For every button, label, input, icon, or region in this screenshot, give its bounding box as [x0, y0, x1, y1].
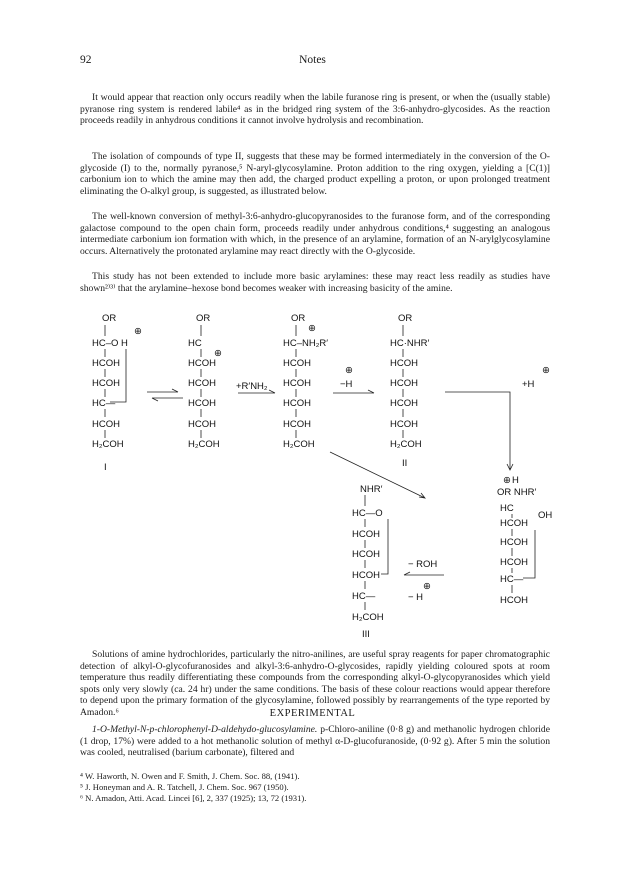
s4-c3: HCOH	[390, 378, 418, 389]
s2-oplus: ⊕	[214, 348, 222, 359]
s1-c6: H₂COH	[92, 439, 124, 450]
s6-c5: HC—	[500, 574, 524, 585]
plus-h-oplus: ⊕	[542, 365, 550, 376]
s2-c6: H₂COH	[188, 439, 220, 450]
s4-c6: H₂COH	[390, 439, 422, 450]
running-head: Notes	[299, 54, 326, 66]
s3-c2: HCOH	[283, 358, 311, 369]
plus-h-label: +H	[522, 379, 535, 390]
s1-c5: HCOH	[92, 419, 120, 430]
s6-or-nhr: OR NHR′	[497, 487, 537, 498]
s5-c6: H₂COH	[352, 612, 384, 623]
structure-3	[283, 313, 328, 450]
s5-nhr: NHR′	[360, 484, 383, 495]
s6-oplus: ⊕	[503, 475, 511, 486]
s1-or: OR	[102, 313, 117, 324]
paragraph-1-text: It would appear that reaction only occurs readily when the labile furanose ring is present, or when the (usually stable) pyranose ring system is rendered labile⁴ as in the bridged ring system of the 3:6-anhydro-glycosides. As the reaction proceeds readily in anhydrous conditions it cannot involve hydrolysis and recombination.	[80, 92, 550, 127]
s3-c1: HC–NH₂R′	[283, 338, 329, 349]
experimental-heading: EXPERIMENTAL	[269, 708, 356, 719]
s2-c5: HCOH	[188, 419, 216, 430]
s5-c5: HC—	[352, 591, 376, 602]
paragraph-6-body: p-Chloro-aniline (0·8 g) and methanolic hydrogen chloride (1 drop, 17%) were added to a hot methanolic solution of methyl α-D-glucofuranoside, (0·92 g). After 5 min the solution was cooled, neutralised (barium carbonate), filtered and	[80, 724, 550, 759]
s3-oplus-2: ⊕	[345, 365, 353, 376]
s1-c2: HCOH	[92, 358, 120, 369]
s3-oplus: ⊕	[308, 323, 316, 334]
s6-h: H	[512, 475, 519, 486]
s1-oplus: ⊕	[134, 326, 142, 337]
s6-c2: HCOH	[500, 518, 528, 529]
structure-6	[497, 475, 552, 606]
s4-c1: HC·NHR′	[390, 338, 430, 349]
s4-label: II	[402, 458, 408, 469]
s5-c1: HC—O	[352, 508, 383, 519]
structure-5	[352, 484, 388, 640]
s2-c1: HC	[188, 338, 202, 349]
s2-c2: HCOH	[188, 358, 216, 369]
s1-c4: HC—	[92, 398, 116, 409]
s6-oh: OH	[538, 510, 553, 521]
s5-c4: HCOH	[352, 570, 380, 581]
equilibrium-arrow	[147, 389, 183, 401]
s1-ring-bond	[110, 349, 126, 402]
minus-roh-label: − ROH	[408, 559, 438, 570]
plus-h-arrow	[445, 392, 513, 470]
s1-c3: HCOH	[92, 378, 120, 389]
minus-h2-label: − H	[408, 592, 424, 603]
s6-c6: HCOH	[500, 595, 528, 606]
footnote-4: ⁴ W. Haworth, N. Owen and F. Smith, J. Chem. Soc. 88, (1941).	[80, 771, 300, 781]
s4-c4: HCOH	[390, 398, 418, 409]
s3-c4: HCOH	[283, 398, 311, 409]
s5-c3: HCOH	[352, 549, 380, 560]
s6-c4: HCOH	[500, 557, 528, 568]
s3-c5: HCOH	[283, 419, 311, 430]
paragraph-4-text: This study has not been extended to include more basic arylamines: these may react less readily as studies have shown²⁾³⁾ that the arylamine–hexose bond becomes weaker with increasing basicity of the amine.	[80, 271, 550, 294]
s5-ring-bond	[381, 519, 388, 574]
minus-roh-arrow	[404, 572, 444, 575]
minus-h-arrow	[333, 390, 374, 393]
minus-roh-oplus: ⊕	[423, 581, 431, 592]
s3-or: OR	[291, 313, 306, 324]
s2-c3: HCOH	[188, 378, 216, 389]
paragraph-6-text	[80, 724, 550, 759]
s4-or: OR	[398, 313, 413, 324]
paragraph-2-text: The isolation of compounds of type II, suggests that these may be formed intermediately in the conversion of the O-glycoside (I) to the, normally pyranose,⁵ N-aryl-glycosylamine. Proton addition to the ring oxygen, yielding a [C(1)] carbonium ion to which the amine may then add, the charged product expelling a proton, or upon prolonged treatment eliminating the O-alkyl group, is suggested, as illustrated below.	[80, 151, 550, 197]
paragraph-5-text: Solutions of amine hydrochlorides, particularly the nitro-anilines, are useful spray reagents for paper chromatographic detection of alkyl-O-glycofuranosides and alkyl-3:6-anhydro-O-glycosides, rapidly yielding coloured spots at room temperature thus readily differentiating these compounds from the corresponding alkyl-O-glycopyranosides which yield spots only very slowly (ca. 24 hr) under the same conditions. The basis of these colour reactions would appear therefore to depend upon the primary formation of the glycosylamine, followed possibly by rearrangements of the type reported by Amadon.⁶	[80, 649, 550, 718]
s3-c6: H₂COH	[283, 439, 315, 450]
s4-c2: HCOH	[390, 358, 418, 369]
structure-2	[188, 313, 222, 450]
structure-1	[92, 313, 142, 473]
paragraph-6-title: 1-O-Methyl-N-p-chlorophenyl-D-aldehydo-glucosylamine.	[92, 724, 318, 735]
s4-c5: HCOH	[390, 419, 418, 430]
s2-c4: HCOH	[188, 398, 216, 409]
paragraph-3-text: The well-known conversion of methyl-3:6-anhydro-glucopyranosides to the furanose form, and of the corresponding galactose compound to the open chain form, proceeds readily under anhydrous conditions,⁴ suggesting an analogous intermediate carbonium ion formation with which, in the presence of an arylamine, formation of an N-arylglycosylamine occurs. Alternatively the protonated arylamine may react directly with the O-glycoside.	[80, 211, 550, 257]
s1-label: I	[104, 462, 107, 473]
amine-reagent: +R′NH₂	[236, 381, 268, 392]
minus-h-label: −H	[340, 379, 353, 390]
s5-c2: HCOH	[352, 529, 380, 540]
page-number: 92	[80, 54, 92, 66]
s3-c3: HCOH	[283, 378, 311, 389]
structure-4	[390, 313, 429, 469]
s5-label: III	[362, 629, 370, 640]
s1-c1: HC–O H	[92, 338, 128, 349]
footnote-6: ⁶ N. Amadon, Atti. Acad. Lincei [6], 2, 337 (1925); 13, 72 (1931).	[80, 792, 307, 803]
s6-c3: HCOH	[500, 537, 528, 548]
footnotes	[80, 771, 550, 803]
footnote-5: ⁵ J. Honeyman and A. R. Tatchell, J. Chem. Soc. 967 (1950).	[80, 781, 289, 792]
s2-or: OR	[196, 313, 211, 324]
s6-c1: HC	[500, 503, 514, 514]
paragraph-6	[80, 724, 550, 759]
